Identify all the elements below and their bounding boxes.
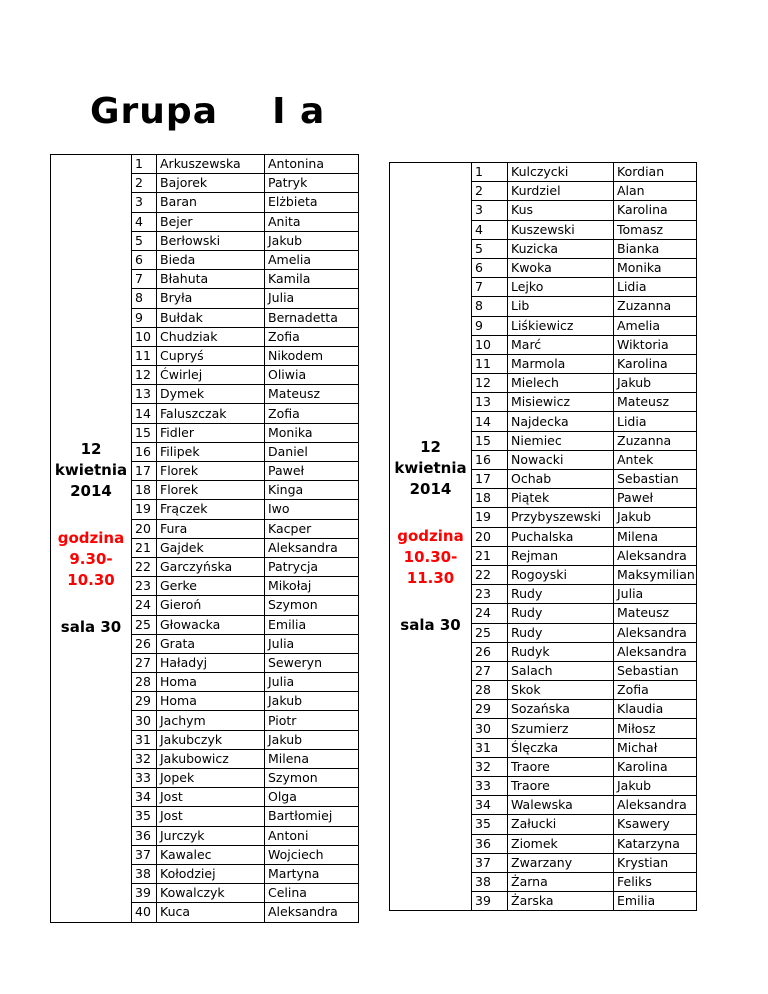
row-number: 29 bbox=[472, 700, 508, 719]
first-name: Zofia bbox=[265, 327, 359, 346]
row-number: 19 bbox=[132, 500, 157, 519]
row-number: 7 bbox=[132, 270, 157, 289]
row-number: 24 bbox=[132, 596, 157, 615]
first-name: Karolina bbox=[614, 354, 697, 373]
row-number: 15 bbox=[472, 431, 508, 450]
surname: Ziomek bbox=[508, 834, 614, 853]
first-name: Julia bbox=[265, 634, 359, 653]
surname: Jakubowicz bbox=[157, 749, 265, 768]
row-number: 33 bbox=[132, 769, 157, 788]
first-name: Kacper bbox=[265, 519, 359, 538]
surname: Dymek bbox=[157, 385, 265, 404]
surname: Bieda bbox=[157, 250, 265, 269]
session-time bbox=[51, 528, 131, 591]
session-date bbox=[390, 437, 471, 500]
surname: Rudy bbox=[508, 585, 614, 604]
group-1-table bbox=[50, 154, 359, 923]
row-number: 1 bbox=[132, 155, 157, 174]
first-name: Lidia bbox=[614, 412, 697, 431]
surname: Faluszczak bbox=[157, 404, 265, 423]
session-date-line: 2014 bbox=[409, 480, 452, 499]
first-name: Olga bbox=[265, 788, 359, 807]
surname: Gerke bbox=[157, 577, 265, 596]
first-name: Celina bbox=[265, 884, 359, 903]
first-name: Nikodem bbox=[265, 346, 359, 365]
first-name: Jakub bbox=[614, 508, 697, 527]
surname: Traore bbox=[508, 757, 614, 776]
row-number: 28 bbox=[132, 673, 157, 692]
row-number: 31 bbox=[132, 730, 157, 749]
row-number: 32 bbox=[472, 757, 508, 776]
surname: Marmola bbox=[508, 354, 614, 373]
row-number: 14 bbox=[472, 412, 508, 431]
surname: Cupryś bbox=[157, 346, 265, 365]
surname: Kołodziej bbox=[157, 864, 265, 883]
row-number: 4 bbox=[132, 212, 157, 231]
surname: Bejer bbox=[157, 212, 265, 231]
surname: Fura bbox=[157, 519, 265, 538]
first-name: Oliwia bbox=[265, 366, 359, 385]
row-number: 10 bbox=[472, 335, 508, 354]
row-number: 18 bbox=[132, 481, 157, 500]
row-number: 7 bbox=[472, 278, 508, 297]
first-name: Daniel bbox=[265, 442, 359, 461]
row-number: 2 bbox=[472, 182, 508, 201]
surname: Żarska bbox=[508, 892, 614, 911]
surname: Żarna bbox=[508, 872, 614, 891]
surname: Rudy bbox=[508, 623, 614, 642]
first-name: Lidia bbox=[614, 278, 697, 297]
first-name: Alan bbox=[614, 182, 697, 201]
first-name: Julia bbox=[265, 673, 359, 692]
row-number: 5 bbox=[132, 231, 157, 250]
surname: Sozańska bbox=[508, 700, 614, 719]
row-number: 1 bbox=[472, 163, 508, 182]
surname: Salach bbox=[508, 661, 614, 680]
row-number: 38 bbox=[132, 864, 157, 883]
first-name: Klaudia bbox=[614, 700, 697, 719]
row-number: 31 bbox=[472, 738, 508, 757]
surname: Kuca bbox=[157, 903, 265, 922]
surname: Jopek bbox=[157, 769, 265, 788]
row-number: 18 bbox=[472, 489, 508, 508]
row-number: 12 bbox=[132, 366, 157, 385]
first-name: Jakub bbox=[614, 374, 697, 393]
row-number: 34 bbox=[132, 788, 157, 807]
first-name: Amelia bbox=[265, 250, 359, 269]
first-name: Wiktoria bbox=[614, 335, 697, 354]
surname: Kus bbox=[508, 201, 614, 220]
first-name: Zuzanna bbox=[614, 297, 697, 316]
surname: Walewska bbox=[508, 796, 614, 815]
row-number: 33 bbox=[472, 777, 508, 796]
surname: Szumierz bbox=[508, 719, 614, 738]
surname: Rogoyski bbox=[508, 565, 614, 584]
first-name: Antonina bbox=[265, 155, 359, 174]
row-number: 6 bbox=[472, 258, 508, 277]
first-name: Elżbieta bbox=[265, 193, 359, 212]
row-number: 30 bbox=[472, 719, 508, 738]
surname: Ćwirlej bbox=[157, 366, 265, 385]
row-number: 28 bbox=[472, 681, 508, 700]
surname: Gieroń bbox=[157, 596, 265, 615]
first-name: Szymon bbox=[265, 769, 359, 788]
surname: Baran bbox=[157, 193, 265, 212]
session-date-line: kwietnia bbox=[54, 460, 128, 479]
surname: Chudziak bbox=[157, 327, 265, 346]
surname: Puchalska bbox=[508, 527, 614, 546]
surname: Traore bbox=[508, 777, 614, 796]
row-number: 29 bbox=[132, 692, 157, 711]
surname: Jakubczyk bbox=[157, 730, 265, 749]
surname: Skok bbox=[508, 681, 614, 700]
session-date-line: 12 bbox=[80, 439, 102, 458]
row-number: 17 bbox=[132, 462, 157, 481]
surname: Rudy bbox=[508, 604, 614, 623]
row-number: 39 bbox=[472, 892, 508, 911]
surname: Załucki bbox=[508, 815, 614, 834]
surname: Marć bbox=[508, 335, 614, 354]
first-name: Aleksandra bbox=[614, 796, 697, 815]
row-number: 10 bbox=[132, 327, 157, 346]
first-name: Julia bbox=[265, 289, 359, 308]
row-number: 11 bbox=[132, 346, 157, 365]
row-number: 27 bbox=[472, 661, 508, 680]
row-number: 24 bbox=[472, 604, 508, 623]
row-number: 23 bbox=[132, 577, 157, 596]
first-name: Milena bbox=[614, 527, 697, 546]
row-number: 30 bbox=[132, 711, 157, 730]
row-number: 37 bbox=[472, 853, 508, 872]
first-name: Szymon bbox=[265, 596, 359, 615]
row-number: 11 bbox=[472, 354, 508, 373]
first-name: Michał bbox=[614, 738, 697, 757]
surname: Berłowski bbox=[157, 231, 265, 250]
row-number: 8 bbox=[132, 289, 157, 308]
first-name: Paweł bbox=[265, 462, 359, 481]
first-name: Iwo bbox=[265, 500, 359, 519]
surname: Rejman bbox=[508, 546, 614, 565]
first-name: Amelia bbox=[614, 316, 697, 335]
first-name: Paweł bbox=[614, 489, 697, 508]
first-name: Martyna bbox=[265, 864, 359, 883]
row-number: 3 bbox=[472, 201, 508, 220]
first-name: Aleksandra bbox=[265, 903, 359, 922]
surname: Mielech bbox=[508, 374, 614, 393]
row-number: 32 bbox=[132, 749, 157, 768]
row-number: 20 bbox=[132, 519, 157, 538]
surname: Głowacka bbox=[157, 615, 265, 634]
session-time-line: 9.30- bbox=[69, 549, 113, 568]
surname: Kuzicka bbox=[508, 239, 614, 258]
surname: Przybyszewski bbox=[508, 508, 614, 527]
surname: Garczyńska bbox=[157, 557, 265, 576]
session-date bbox=[51, 439, 131, 502]
first-name: Mateusz bbox=[614, 604, 697, 623]
surname: Filipek bbox=[157, 442, 265, 461]
surname: Kawalec bbox=[157, 845, 265, 864]
session-time-line: 10.30 bbox=[67, 570, 115, 589]
first-name: Emilia bbox=[265, 615, 359, 634]
row-number: 6 bbox=[132, 250, 157, 269]
first-name: Aleksandra bbox=[614, 623, 697, 642]
first-name: Kinga bbox=[265, 481, 359, 500]
row-number: 3 bbox=[132, 193, 157, 212]
session-date-line: 12 bbox=[420, 438, 441, 457]
row-number: 5 bbox=[472, 239, 508, 258]
session-date-line: kwietnia bbox=[394, 459, 467, 478]
first-name: Julia bbox=[614, 585, 697, 604]
first-name: Antoni bbox=[265, 826, 359, 845]
row-number: 14 bbox=[132, 404, 157, 423]
session-room: sala 30 bbox=[60, 617, 122, 636]
row-number: 38 bbox=[472, 872, 508, 891]
first-name: Jakub bbox=[265, 231, 359, 250]
row-number: 23 bbox=[472, 585, 508, 604]
surname: Arkuszewska bbox=[157, 155, 265, 174]
row-number: 16 bbox=[472, 450, 508, 469]
row-number: 39 bbox=[132, 884, 157, 903]
surname: Niemiec bbox=[508, 431, 614, 450]
row-number: 34 bbox=[472, 796, 508, 815]
surname: Haładyj bbox=[157, 653, 265, 672]
first-name: Mateusz bbox=[265, 385, 359, 404]
row-number: 35 bbox=[472, 815, 508, 834]
first-name: Tomasz bbox=[614, 220, 697, 239]
first-name: Mikołaj bbox=[265, 577, 359, 596]
first-name: Jakub bbox=[614, 777, 697, 796]
row-number: 9 bbox=[132, 308, 157, 327]
session-time-line: godzina bbox=[57, 528, 125, 547]
session-time bbox=[390, 526, 471, 589]
surname: Gajdek bbox=[157, 538, 265, 557]
first-name: Milena bbox=[265, 749, 359, 768]
row-number: 36 bbox=[132, 826, 157, 845]
row-number: 20 bbox=[472, 527, 508, 546]
group-2-table bbox=[389, 162, 697, 911]
first-name: Kordian bbox=[614, 163, 697, 182]
first-name: Sebastian bbox=[614, 470, 697, 489]
surname: Homa bbox=[157, 673, 265, 692]
first-name: Jakub bbox=[265, 692, 359, 711]
first-name: Monika bbox=[614, 258, 697, 277]
first-name: Zuzanna bbox=[614, 431, 697, 450]
row-number: 25 bbox=[132, 615, 157, 634]
surname: Kulczycki bbox=[508, 163, 614, 182]
surname: Fidler bbox=[157, 423, 265, 442]
surname: Kwoka bbox=[508, 258, 614, 277]
first-name: Bernadetta bbox=[265, 308, 359, 327]
first-name: Maksymilian bbox=[614, 565, 697, 584]
surname: Grata bbox=[157, 634, 265, 653]
first-name: Krystian bbox=[614, 853, 697, 872]
surname: Florek bbox=[157, 462, 265, 481]
first-name: Bartłomiej bbox=[265, 807, 359, 826]
surname: Bajorek bbox=[157, 174, 265, 193]
surname: Jost bbox=[157, 788, 265, 807]
row-number: 15 bbox=[132, 423, 157, 442]
first-name: Katarzyna bbox=[614, 834, 697, 853]
row-number: 16 bbox=[132, 442, 157, 461]
first-name: Patrycja bbox=[265, 557, 359, 576]
surname: Lejko bbox=[508, 278, 614, 297]
surname: Kowalczyk bbox=[157, 884, 265, 903]
first-name: Ksawery bbox=[614, 815, 697, 834]
row-number: 27 bbox=[132, 653, 157, 672]
row-number: 22 bbox=[132, 557, 157, 576]
surname: Florek bbox=[157, 481, 265, 500]
row-number: 25 bbox=[472, 623, 508, 642]
first-name: Zofia bbox=[265, 404, 359, 423]
row-number: 35 bbox=[132, 807, 157, 826]
page-title: Grupa I a bbox=[90, 91, 326, 132]
surname: Bułdak bbox=[157, 308, 265, 327]
surname: Frączek bbox=[157, 500, 265, 519]
surname: Jachym bbox=[157, 711, 265, 730]
row-number: 17 bbox=[472, 470, 508, 489]
first-name: Miłosz bbox=[614, 719, 697, 738]
session-info-cell bbox=[390, 163, 472, 911]
row-number: 21 bbox=[132, 538, 157, 557]
first-name: Bianka bbox=[614, 239, 697, 258]
surname: Bryła bbox=[157, 289, 265, 308]
row-number: 9 bbox=[472, 316, 508, 335]
table-row bbox=[390, 163, 697, 182]
first-name: Kamila bbox=[265, 270, 359, 289]
first-name: Karolina bbox=[614, 757, 697, 776]
surname: Lib bbox=[508, 297, 614, 316]
row-number: 4 bbox=[472, 220, 508, 239]
first-name: Monika bbox=[265, 423, 359, 442]
first-name: Aleksandra bbox=[265, 538, 359, 557]
first-name: Aleksandra bbox=[614, 642, 697, 661]
session-time-line: 10.30- bbox=[403, 548, 458, 567]
first-name: Emilia bbox=[614, 892, 697, 911]
row-number: 13 bbox=[472, 393, 508, 412]
first-name: Patryk bbox=[265, 174, 359, 193]
first-name: Mateusz bbox=[614, 393, 697, 412]
first-name: Anita bbox=[265, 212, 359, 231]
surname: Homa bbox=[157, 692, 265, 711]
row-number: 26 bbox=[472, 642, 508, 661]
row-number: 26 bbox=[132, 634, 157, 653]
row-number: 37 bbox=[132, 845, 157, 864]
first-name: Karolina bbox=[614, 201, 697, 220]
row-number: 36 bbox=[472, 834, 508, 853]
surname: Kuszewski bbox=[508, 220, 614, 239]
session-time-line: godzina bbox=[397, 527, 464, 546]
row-number: 22 bbox=[472, 565, 508, 584]
surname: Misiewicz bbox=[508, 393, 614, 412]
surname: Błahuta bbox=[157, 270, 265, 289]
row-number: 40 bbox=[132, 903, 157, 922]
surname: Jost bbox=[157, 807, 265, 826]
session-room: sala 30 bbox=[400, 616, 461, 635]
surname: Ślęczka bbox=[508, 738, 614, 757]
surname: Nowacki bbox=[508, 450, 614, 469]
row-number: 19 bbox=[472, 508, 508, 527]
first-name: Antek bbox=[614, 450, 697, 469]
surname: Piątek bbox=[508, 489, 614, 508]
row-number: 12 bbox=[472, 374, 508, 393]
row-number: 13 bbox=[132, 385, 157, 404]
row-number: 21 bbox=[472, 546, 508, 565]
first-name: Seweryn bbox=[265, 653, 359, 672]
session-time-line: 11.30 bbox=[406, 569, 455, 588]
session-date-line: 2014 bbox=[70, 481, 112, 500]
first-name: Sebastian bbox=[614, 661, 697, 680]
surname: Rudyk bbox=[508, 642, 614, 661]
first-name: Feliks bbox=[614, 872, 697, 891]
first-name: Wojciech bbox=[265, 845, 359, 864]
first-name: Zofia bbox=[614, 681, 697, 700]
first-name: Aleksandra bbox=[614, 546, 697, 565]
session-info-cell bbox=[51, 155, 132, 923]
surname: Ochab bbox=[508, 470, 614, 489]
surname: Jurczyk bbox=[157, 826, 265, 845]
row-number: 2 bbox=[132, 174, 157, 193]
surname: Najdecka bbox=[508, 412, 614, 431]
surname: Zwarzany bbox=[508, 853, 614, 872]
first-name: Jakub bbox=[265, 730, 359, 749]
table-row bbox=[51, 155, 359, 174]
surname: Liśkiewicz bbox=[508, 316, 614, 335]
surname: Kurdziel bbox=[508, 182, 614, 201]
first-name: Piotr bbox=[265, 711, 359, 730]
row-number: 8 bbox=[472, 297, 508, 316]
